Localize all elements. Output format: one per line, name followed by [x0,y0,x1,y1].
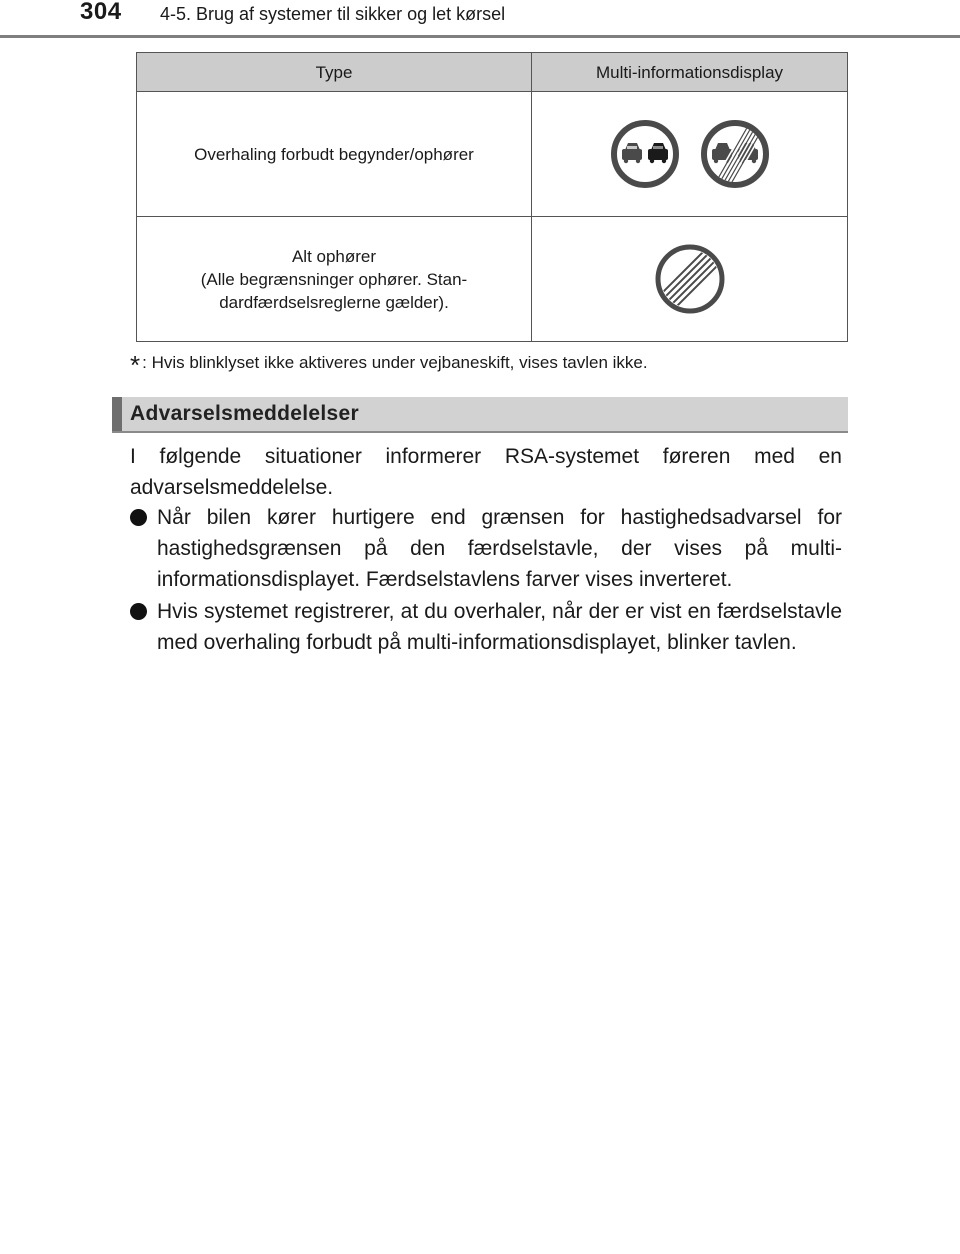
footnote-marker: * [130,350,141,380]
heading-accent [112,397,122,431]
type-label: Overhaling forbudt begynder/ophører [194,144,474,164]
section-title: 4-5. Brug af systemer til sikker og let kørsel [160,4,506,24]
end-all-restrictions-sign-icon [654,243,726,315]
header-divider [0,35,960,38]
type-label-line: (Alle begrænsninger ophører. Stan- [200,269,468,289]
no-overtaking-sign-icon [610,119,680,189]
bullet-icon [130,509,147,526]
table-row [137,92,848,217]
type-cell [137,217,532,342]
type-cell [137,92,532,217]
list-item [130,596,842,658]
warning-section-heading: Advarselsmeddelelser [130,402,359,425]
warning-section-heading-bar [112,397,848,433]
end-no-overtaking-sign-icon [700,119,770,189]
sign-cell [532,217,848,342]
column-header-type: Type [137,53,532,92]
traffic-sign-table [136,52,848,342]
footnote-text: : Hvis blinklyset ikke aktiveres under vejbaneskift, vises tavlen ikke. [142,353,648,372]
bullet-text: Når bilen kører hurtigere end grænsen for hastighedsadvarsel for hastighedsgrænsen på den færdselstavle, der vises på multi-informationsdisplayet. Færdselstavlens farver vises inverteret. [157,506,842,591]
bullet-text: Hvis systemet registrerer, at du overhaler, når der er vist en færdselstavle med overhaling forbudt på multi-informationsdisplayet, blinker tavlen. [157,600,842,654]
sign-cell [532,92,848,217]
table-header-row [137,53,848,92]
type-label-line: dardfærdselsreglerne gælder). [219,292,449,312]
bullet-icon [130,603,147,620]
column-header-display: Multi-informationsdisplay [532,53,848,92]
footnote [130,350,648,381]
page-number: 304 [80,0,122,25]
warning-intro-paragraph: I følgende situationer informerer RSA-systemet føreren med en advarselsmeddelelse. [130,445,842,499]
list-item [130,502,842,595]
type-label-line: Alt ophører [291,246,377,266]
table-row [137,217,848,342]
